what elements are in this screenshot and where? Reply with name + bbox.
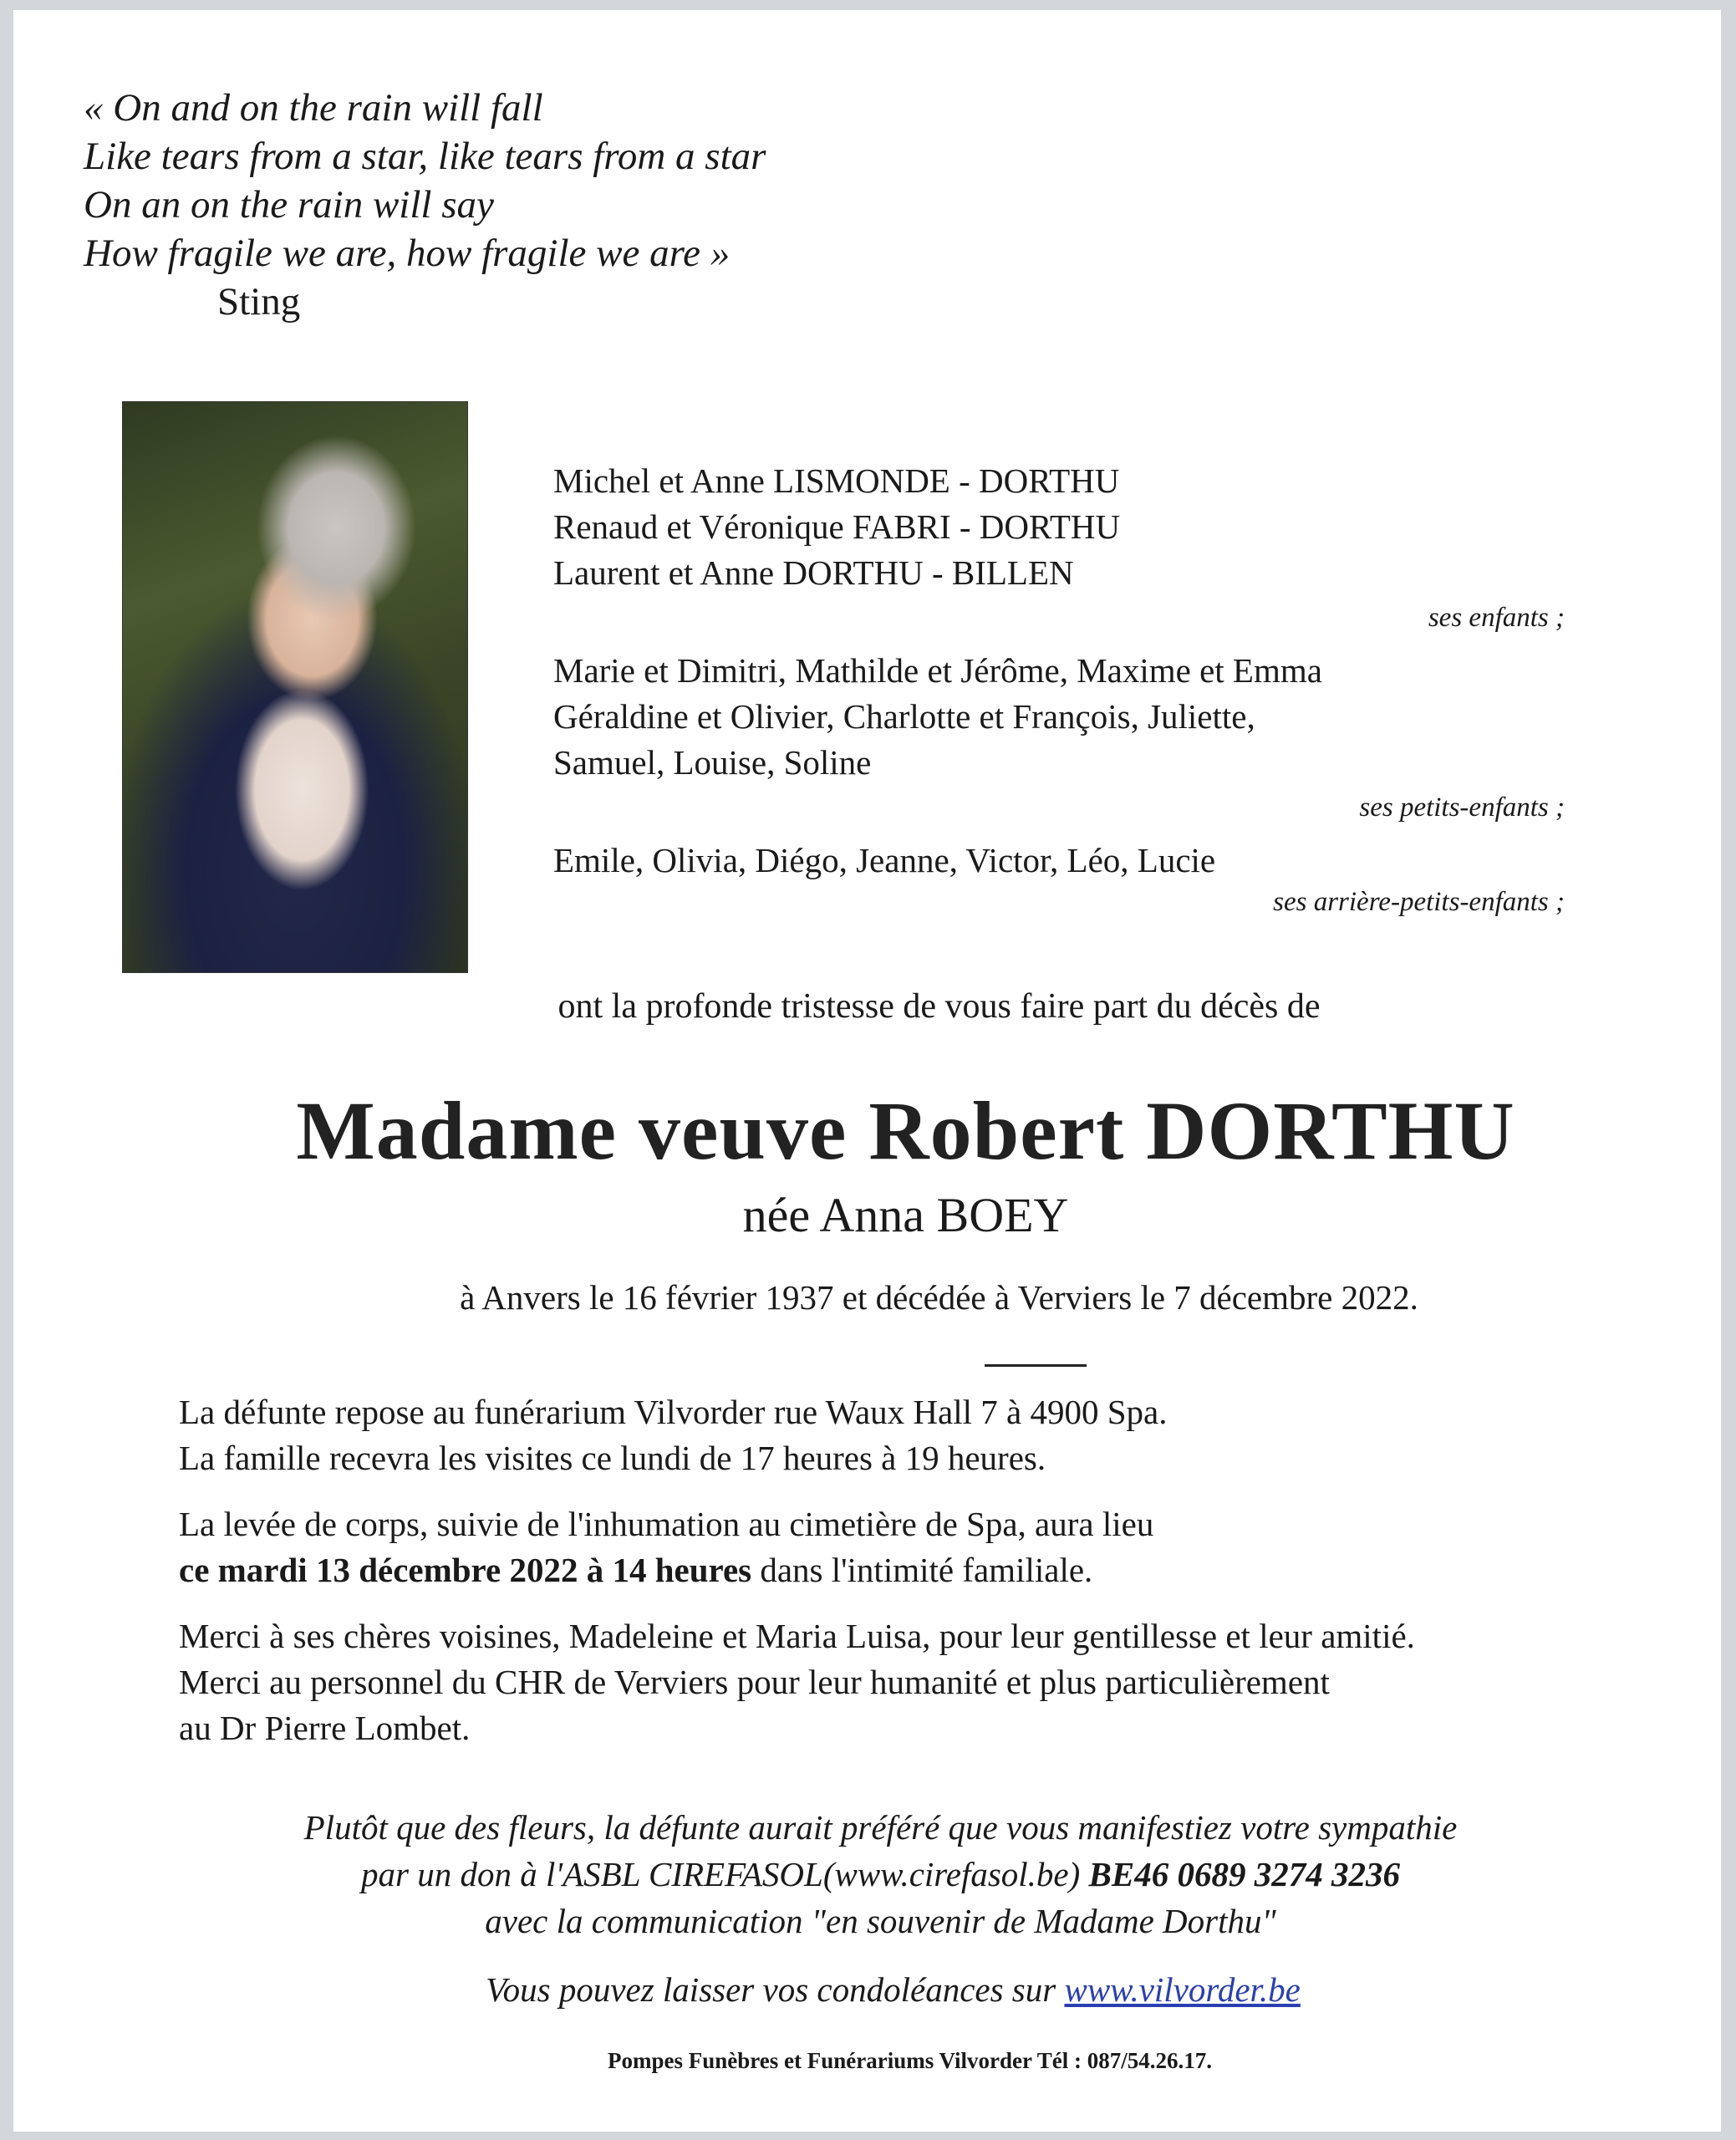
funerarium-paragraph: [179, 1389, 1650, 1481]
grandchildren-role: ses petits-enfants ;: [1359, 792, 1565, 823]
child-name: Michel et Anne LISMONDE - DORTHU: [553, 461, 1120, 500]
thanks-line: Merci à ses chères voisines, Madeleine et Maria Luisa, pour leur gentillesse et leur amitié.: [179, 1617, 1415, 1655]
donation-notice: [0, 1804, 1736, 1944]
donation-line: avec la communication "en souvenir de Madame Dorthu": [485, 1902, 1276, 1940]
thanks-line: Merci au personnel du CHR de Verviers pour leur humanité et plus particulièrement: [179, 1663, 1330, 1701]
condolences-line: [0, 1969, 1736, 2010]
deceased-name: Madame veuve Robert DORTHU: [296, 1084, 1515, 1177]
maiden-name: née Anna BOEY: [742, 1188, 1069, 1242]
donation-iban: BE46 0689 3274 3236: [1088, 1855, 1400, 1893]
quote-line: How fragile we are, how fragile we are »: [84, 232, 731, 275]
announcement-intro: ont la profonde tristesse de vous faire part du décès de: [557, 987, 1321, 1026]
detail-line: La levée de corps, suivie de l'inhumation au cimetière de Spa, aura lieu: [179, 1505, 1154, 1543]
thanks-line: au Dr Pierre Lombet.: [179, 1709, 471, 1747]
grandchild-names: Géraldine et Olivier, Charlotte et François, Juliette,: [553, 697, 1255, 736]
condolences-text: Vous pouvez laisser vos condoléances sur: [486, 1970, 1065, 2009]
donation-line: [25, 1851, 1736, 1898]
quote-line: « On and on the rain will fall: [84, 86, 543, 130]
ceremony-paragraph: [179, 1501, 1650, 1593]
ceremony-date: ce mardi 13 décembre 2022 à 14 heures: [179, 1551, 752, 1589]
child-name: Renaud et Véronique FABRI - DORTHU: [553, 507, 1121, 546]
birth-death-dates: à Anvers le 16 février 1937 et décédée à Verviers le 7 décembre 2022.: [460, 1278, 1418, 1317]
great-grandchildren-role: ses arrière-petits-enfants ;: [1273, 887, 1565, 917]
portrait-photo: [122, 401, 468, 973]
funeral-home-footer: Pompes Funèbres et Funérariums Vilvorder Tél : 087/54.26.17.: [608, 2048, 1212, 2073]
quote-author: Sting: [217, 280, 301, 324]
divider: [985, 1364, 1087, 1367]
donation-line: Plutôt que des fleurs, la défunte aurait préféré que vous manifestiez votre sympathie: [303, 1808, 1458, 1847]
details-section: [179, 1389, 1650, 1771]
condolences-link[interactable]: www.vilvorder.be: [1064, 1970, 1301, 2009]
children-role: ses enfants ;: [1428, 603, 1565, 633]
ceremony-date-line: [179, 1547, 1650, 1593]
great-grandchild-names: Emile, Olivia, Diégo, Jeanne, Victor, Léo, Lucie: [553, 841, 1216, 879]
quote-line: Like tears from a star, like tears from a star: [84, 135, 766, 178]
thanks-paragraph: [179, 1613, 1650, 1751]
quote-line: On an on the rain will say: [84, 183, 494, 227]
donation-org: par un don à l'ASBL CIREFASOL(www.cirefasol.be): [361, 1855, 1089, 1893]
epigraph-quote: [84, 84, 766, 326]
grandchild-names: Marie et Dimitri, Mathilde et Jérôme, Maxime et Emma: [553, 651, 1322, 690]
detail-line: La famille recevra les visites ce lundi de 17 heures à 19 heures.: [179, 1439, 1046, 1477]
child-name: Laurent et Anne DORTHU - BILLEN: [553, 553, 1074, 592]
family-list: [553, 458, 1573, 920]
grandchild-names: Samuel, Louise, Soline: [553, 743, 872, 782]
detail-line: La défunte repose au funérarium Vilvorder rue Waux Hall 7 à 4900 Spa.: [179, 1393, 1168, 1431]
ceremony-note: dans l'intimité familiale.: [751, 1551, 1093, 1589]
